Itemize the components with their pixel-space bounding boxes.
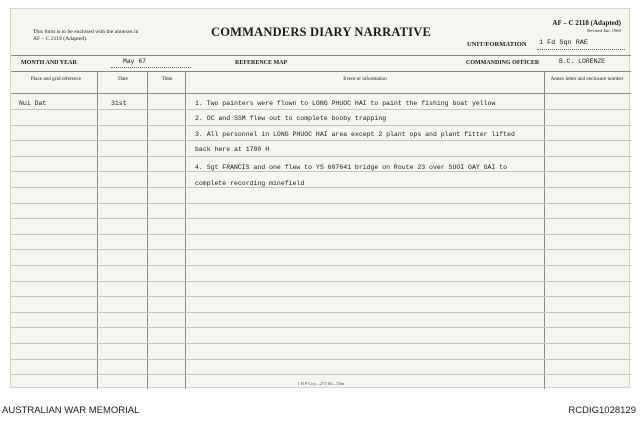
entry-place: Nui Dat [19, 100, 47, 107]
col-divider-1 [97, 71, 98, 389]
entry-date: 31st [111, 100, 127, 107]
unit-formation-underline [537, 49, 625, 50]
ruled-line [11, 140, 631, 141]
column-head-rule [11, 93, 631, 94]
page-title: COMMANDERS DIARY NARRATIVE [210, 25, 432, 39]
col-head-event: Event or information [343, 76, 387, 82]
col-divider-3 [185, 71, 186, 389]
entry-line-6: complete recording minefield [195, 180, 305, 187]
ruled-line [11, 187, 631, 188]
revised-date: Revised Jun. 1965 [587, 28, 621, 33]
ruled-line [11, 109, 631, 110]
footer-id: RCDIG1028129 [568, 405, 636, 416]
entry-line-5: 4. Sgt FRANCIS and one flew to YS 607641 bridge on Route 23 over SUOI GAY GAI to [195, 164, 508, 171]
month-year-label: MONTH AND YEAR [21, 60, 77, 66]
ruled-line [11, 249, 631, 250]
col-head-time: Time [161, 76, 173, 82]
month-year-value: May 67 [123, 58, 147, 65]
diary-sheet [10, 8, 630, 388]
footer-source: AUSTRALIAN WAR MEMORIAL [2, 405, 140, 416]
col-divider-2 [147, 71, 148, 389]
unit-formation-value: 1 Fd Sqn RAE [539, 39, 588, 47]
col-head-annex: Annex letter and enclosure number [550, 76, 624, 82]
ruled-line [11, 343, 631, 344]
reference-map-label: REFERENCE MAP [235, 60, 288, 66]
col-head-date: Date [118, 76, 128, 82]
form-code: AF – C 2118 (Adapted) [552, 19, 621, 27]
col-head-place: Place and grid reference [30, 76, 82, 82]
ruled-line [11, 171, 631, 172]
entry-line-1: 1. Two painters were flown to LONG PHUOC HAI to paint the fishing boat yellow [195, 100, 496, 107]
month-year-underline [111, 67, 191, 68]
entry-line-4: back here at 1700 H [195, 146, 270, 153]
ruled-line [11, 203, 631, 204]
ruled-line [11, 234, 631, 235]
col-divider-4 [544, 71, 545, 389]
entry-line-3: 3. All personnel in LONG PHUOC HAI area except 2 plant ops and plant fitter lifted [195, 131, 515, 138]
enclose-note: This form is to be enclosed with the annexes in AF – C 2119 (Adapted). [33, 29, 139, 42]
commanding-officer-label: COMMANDING OFFICER [466, 60, 540, 66]
ruled-line [11, 312, 631, 313]
header-rule-bottom [11, 71, 631, 72]
ruled-line [11, 156, 631, 157]
ruled-line [11, 265, 631, 266]
commanding-officer-value: B.C. LORENZE [559, 58, 606, 65]
ruled-line [11, 218, 631, 219]
header-rule-top [11, 55, 631, 56]
printer-line: 1 B P Coy—275 65—55m [297, 381, 345, 386]
ruled-line [11, 374, 631, 375]
entry-line-2: 2. OC and SSM flew out to complete booby trapping [195, 115, 387, 122]
ruled-line [11, 281, 631, 282]
unit-formation-label: UNIT/FORMATION [467, 41, 527, 48]
ruled-line [11, 125, 631, 126]
ruled-line [11, 327, 631, 328]
ruled-line [11, 296, 631, 297]
ruled-line [11, 359, 631, 360]
